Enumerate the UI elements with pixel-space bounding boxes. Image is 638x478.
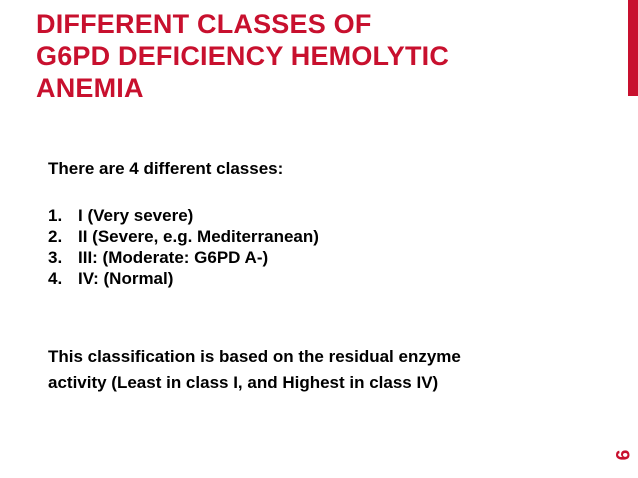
list-item <box>48 226 608 247</box>
classification-line-1: This classification is based on the residual enzyme <box>48 347 461 366</box>
page-number: 9 <box>611 449 632 461</box>
slide-title <box>36 8 596 104</box>
list-number: 1. <box>48 206 63 225</box>
list-text: III: (Moderate: G6PD A-) <box>78 248 269 267</box>
list-text: II (Severe, e.g. Mediterranean) <box>78 227 319 246</box>
list-item <box>48 205 608 226</box>
list-item <box>48 247 608 268</box>
list-number: 3. <box>48 248 63 267</box>
list-number: 2. <box>48 227 63 246</box>
list-number: 4. <box>48 269 63 288</box>
title-line-1: DIFFERENT CLASSES OF <box>36 9 372 39</box>
classification-line-2: activity (Least in class I, and Highest in class IV) <box>48 373 439 392</box>
list-text: I (Very severe) <box>78 206 194 225</box>
intro-text: There are 4 different classes: <box>48 159 284 178</box>
title-line-3: ANEMIA <box>36 73 144 103</box>
list-item <box>48 268 608 289</box>
list-text: IV: (Normal) <box>78 269 174 288</box>
accent-bar <box>628 0 638 96</box>
class-list <box>48 205 608 289</box>
slide-body <box>48 158 608 396</box>
classification-note <box>48 344 608 396</box>
title-line-2: G6PD DEFICIENCY HEMOLYTIC <box>36 41 450 71</box>
